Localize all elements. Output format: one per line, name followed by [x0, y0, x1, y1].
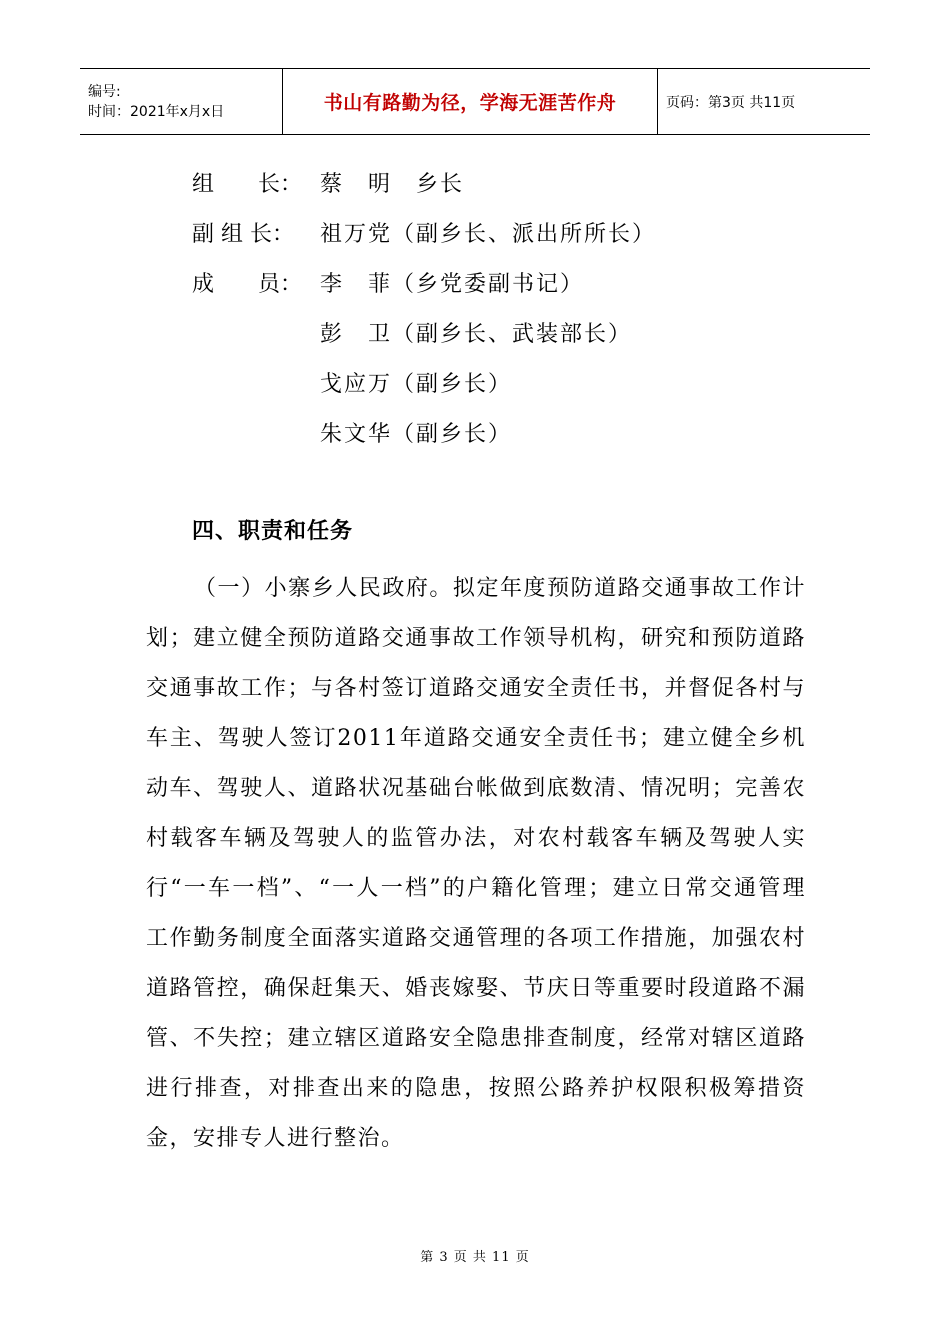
roster-member: 李 菲（乡党委副书记） [320, 272, 585, 297]
document-number: 编号: [88, 83, 121, 100]
roster-member: 彭 卫（副乡长、武装部长） [320, 322, 633, 347]
header-motto: 书山有路勤为径，学海无涯苦作舟 [323, 92, 617, 114]
roster-role [192, 366, 320, 416]
roster-role: 成 员： [192, 272, 303, 297]
section-heading: 四、职责和任务 [192, 519, 354, 544]
roster-role: 组 长： [192, 172, 303, 197]
roster-role: 副 组 长： [192, 222, 294, 247]
roster-row [192, 166, 656, 216]
page-footer: 第 3 页 共 11 页 [420, 1250, 530, 1265]
member-roster [192, 166, 656, 466]
roster-row [192, 366, 656, 416]
roster-row [192, 216, 656, 266]
page-header [80, 68, 870, 135]
section-paragraph: （一）小寨乡人民政府。拟定年度预防道路交通事故工作计划；建立健全预防道路交通事故工作领导机构，研究和预防道路交通事故工作；与各村签订道路交通安全责任书，并督促各村与车主、驾驶人签订2011年道路交通安全责任书；建立健全乡机动车、驾驶人、道路状况基础台帐做到底数清、情况明；完善农村载客车辆及驾驶人的监管办法，对农村载客车辆及驾驶人实行“一车一档”、“一人一档”的户籍化管理；建立日常交通管理工作勤务制度全面落实道路交通管理的各项工作措施，加强农村道路管控，确保赶集天、婚丧嫁娶、节庆日等重要时段道路不漏管、不失控；建立辖区道路安全隐患排查制度，经常对辖区道路进行排查，对排查出来的隐患，按照公路养护权限积极筹措资金，安排专人进行整治。 [146, 576, 806, 1151]
header-motto-cell [282, 69, 658, 134]
roster-row [192, 316, 656, 366]
header-page-info: 页码：第3页 共11页 [666, 94, 796, 111]
roster-member: 祖万党（副乡长、派出所所长） [320, 222, 657, 247]
roster-member: 朱文华（副乡长） [320, 422, 513, 447]
roster-member: 蔡 明 乡长 [320, 172, 465, 197]
roster-member: 戈应万（副乡长） [320, 372, 513, 397]
header-page-cell [658, 69, 870, 134]
roster-row [192, 416, 656, 466]
roster-role [192, 416, 320, 466]
header-meta [80, 69, 282, 134]
document-time: 时间：2021年x月x日 [88, 103, 225, 120]
roster-role [192, 316, 320, 366]
roster-row [192, 266, 656, 316]
